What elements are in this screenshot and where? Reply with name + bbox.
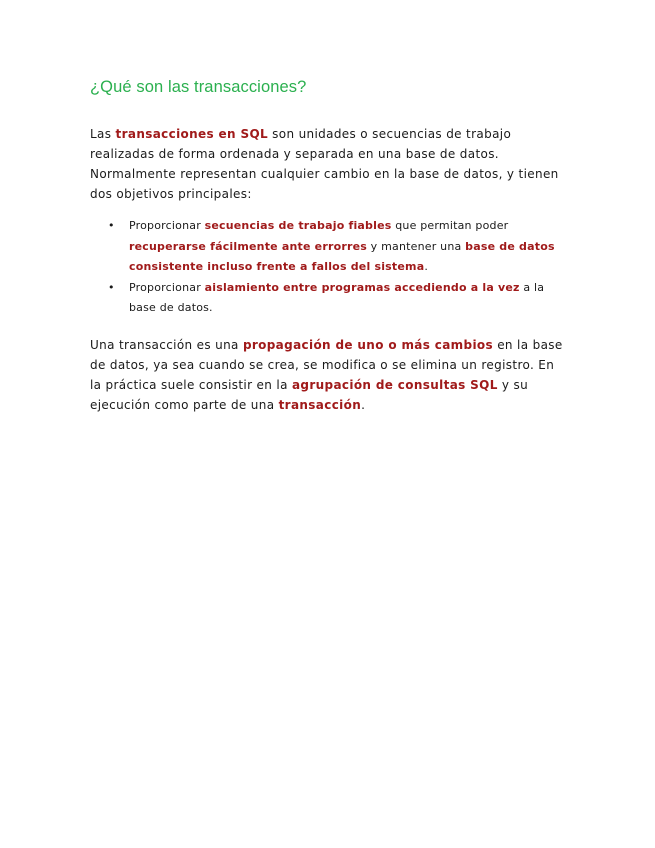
closing-paragraph — [90, 335, 565, 415]
text-run: Proporcionar — [129, 219, 205, 232]
text-run: y su ejecución como parte de una — [90, 377, 529, 412]
text-run: y mantener una — [366, 239, 466, 253]
page-title: ¿Qué son las transacciones? — [90, 78, 307, 96]
text-run: Proporcionar — [129, 280, 205, 294]
text-run: . — [424, 260, 429, 273]
bullet-icon: • — [108, 219, 115, 232]
text-run: son unidades o secuencias de trabajo realizadas de forma ordenada y separada en una base de datos. Normalmente representan cualquier cambio en la base de datos, y tienen dos objetivos principales: — [90, 127, 559, 201]
highlighted-term: secuencias de trabajo fiables — [204, 219, 392, 232]
list-item — [90, 216, 565, 278]
text-run: que permitan poder — [391, 219, 509, 232]
bullet-icon: • — [108, 280, 115, 294]
highlighted-term: transacción — [278, 397, 362, 412]
text-run: Las — [90, 127, 116, 141]
highlighted-term: base de datos consistente incluso frente a fallos del sistema — [129, 239, 555, 273]
text-run: Una transacción es una — [90, 337, 243, 352]
document-page — [90, 78, 565, 415]
highlighted-term: aislamiento entre programas accediendo a la vez — [204, 280, 520, 294]
text-run: en la base de datos, ya sea cuando se crea, se modifica o se elimina un registro. En la práctica suele consistir en la — [90, 337, 563, 392]
highlighted-term: transacciones en SQL — [115, 127, 268, 141]
text-run: . — [361, 397, 366, 412]
objectives-list — [90, 216, 565, 319]
intro-paragraph — [90, 124, 565, 204]
text-run: a la base de datos. — [129, 280, 545, 314]
highlighted-term: propagación de uno o más cambios — [242, 337, 494, 352]
highlighted-term: recuperarse fácilmente ante errorres — [129, 239, 367, 253]
list-item — [90, 278, 565, 319]
highlighted-term: agrupación de consultas SQL — [291, 377, 498, 392]
